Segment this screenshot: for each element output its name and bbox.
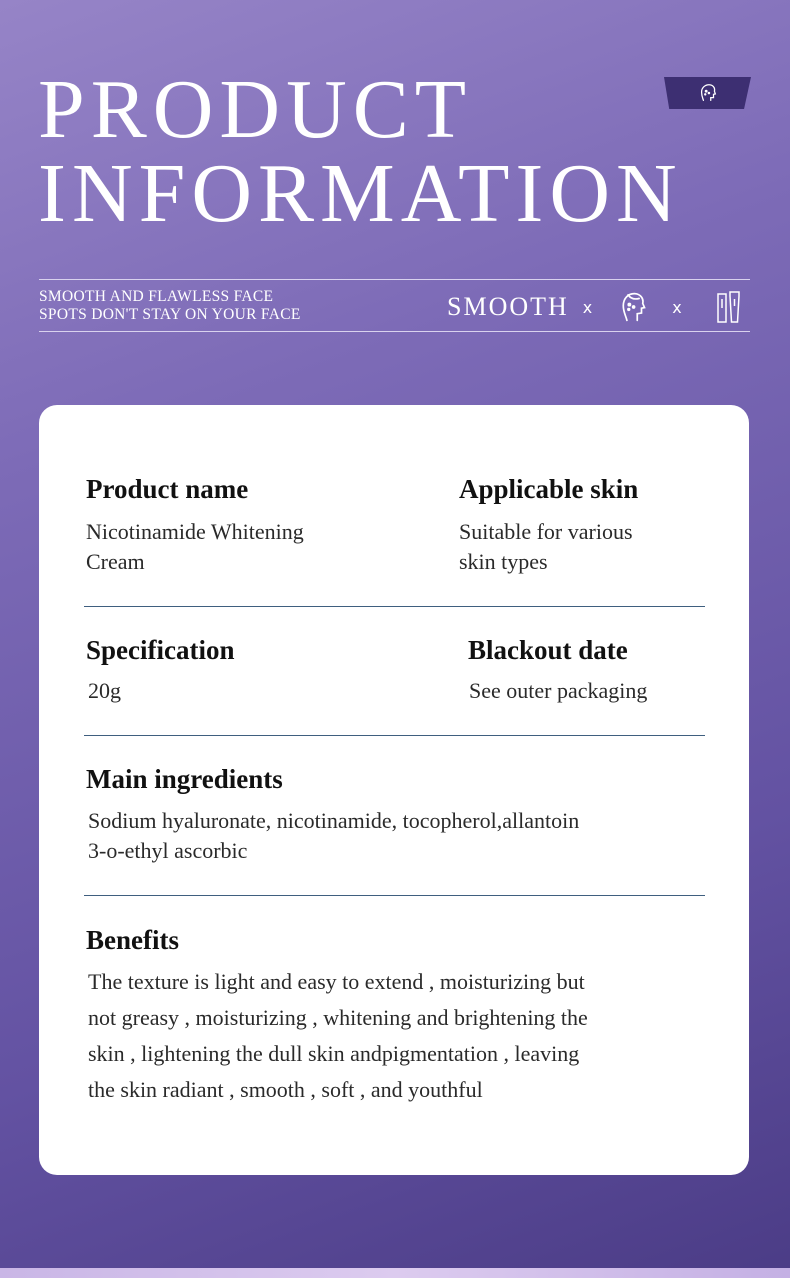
specification-label: Specification [86,635,235,665]
benefits-value-line-4: the skin radiant , smooth , soft , and youthful [88,1077,483,1102]
face-scan-icon [618,290,648,324]
face-scan-icon [697,82,719,104]
header-rule-bottom [39,331,750,332]
tagline-line-2: SPOTS DON'T STAY ON YOUR FACE [39,306,301,323]
product-name-value-line-1: Nicotinamide Whitening [86,519,304,544]
applicable-skin-value-line-2: skin types [459,549,548,574]
benefits-value-line-2: not greasy , moisturizing , whitening and brightening the [88,1005,588,1030]
smooth-label: SMOOTH [447,292,569,321]
main-ingredients-value-line-1: Sodium hyaluronate, nicotinamide, tocopherol,allantoin [88,808,580,833]
section-divider [84,735,705,736]
applicable-skin-value-line-1: Suitable for various [459,519,633,544]
tagline-line-1: SMOOTH AND FLAWLESS FACE [39,288,274,305]
tagline [39,288,301,324]
bottom-accent-strip [0,1268,790,1278]
header-rule-top [39,279,750,280]
title-line-2: INFORMATION [38,147,683,240]
benefits-value-line-3: skin , lightening the dull skin andpigmentation , leaving [88,1041,580,1066]
applicable-skin-label: Applicable skin [459,474,639,504]
benefits-value-line-1: The texture is light and easy to extend , moisturizing but [88,969,585,994]
face-badge [664,77,751,109]
product-info-card [39,405,749,1175]
main-ingredients-label: Main ingredients [86,764,283,794]
benefits-label: Benefits [86,925,179,955]
section-divider [84,606,705,607]
product-name-value-line-2: Cream [86,549,145,574]
title-line-1: PRODUCT [38,63,473,156]
feature-row [447,289,742,325]
main-ingredients-value-line-2: 3-o-ethyl ascorbic [88,838,248,863]
cream-tube-icon [716,290,742,324]
page-title [38,63,683,240]
product-name-label: Product name [86,474,249,504]
multiply-separator: x [672,297,682,317]
section-divider [84,895,705,896]
multiply-separator: x [582,297,593,317]
blackout-date-value: See outer packaging [469,678,648,703]
blackout-date-label: Blackout date [468,635,628,665]
specification-value: 20g [88,678,121,703]
